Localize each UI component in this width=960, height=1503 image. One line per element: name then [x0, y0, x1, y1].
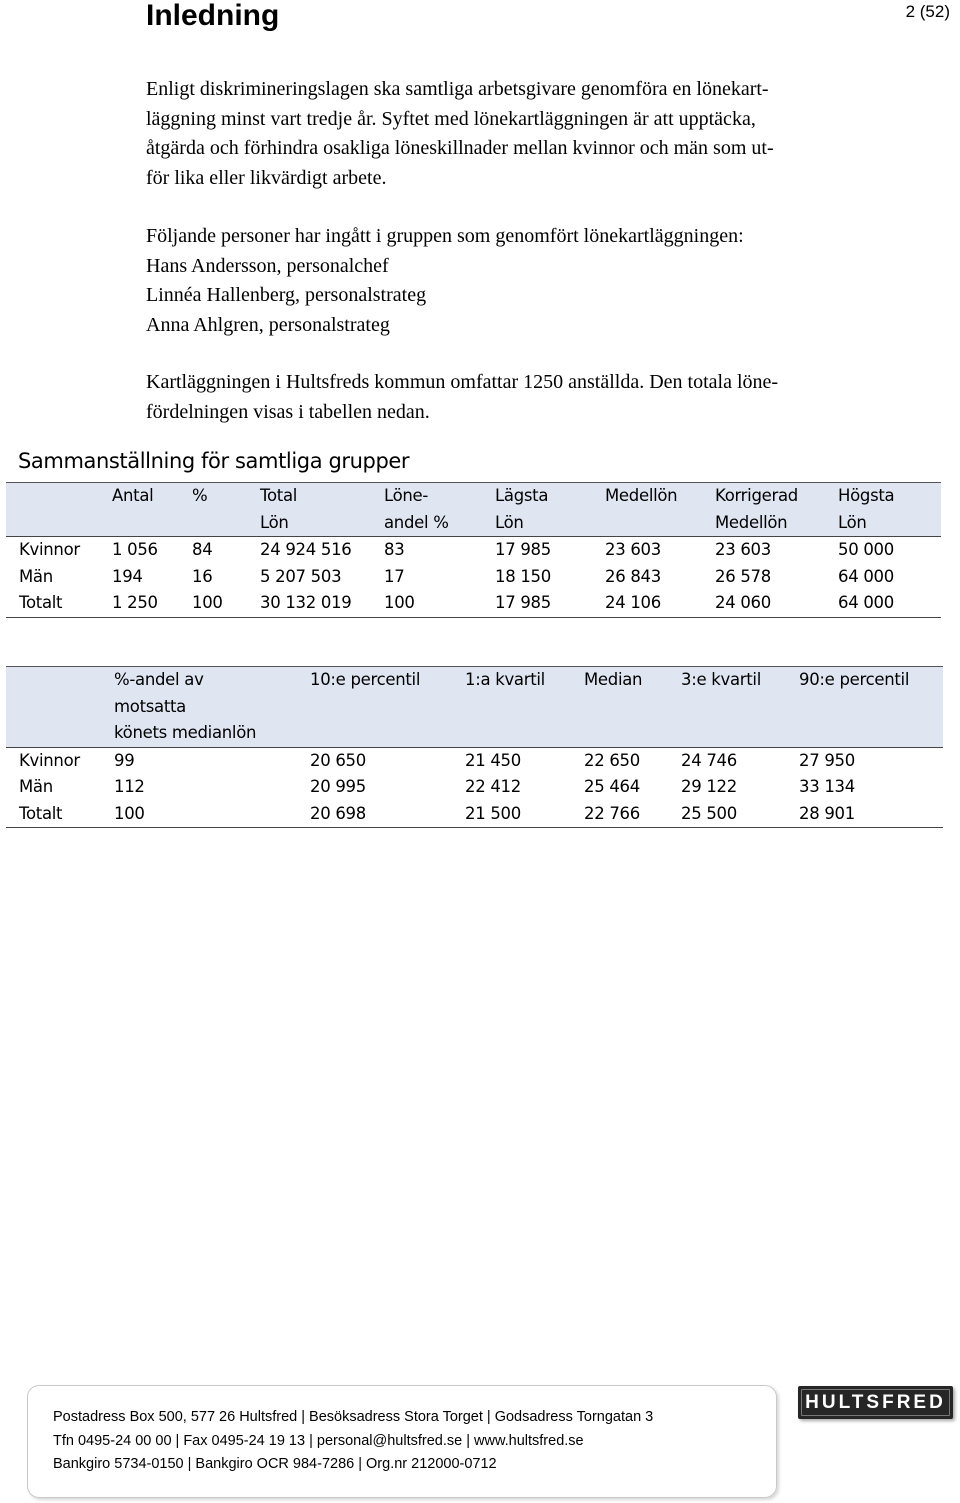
table-cell: 21 500: [454, 801, 573, 828]
table-cell: 17 985: [484, 590, 594, 617]
table-row: [6, 537, 941, 564]
footer-contact: Tfn 0495-24 00 00 | Fax 0495-24 19 13 | personal@hultsfred.se | www.hultsfred.se: [53, 1433, 584, 1449]
row-label: Kvinnor: [19, 540, 80, 559]
table-cell: 29 122: [681, 777, 737, 796]
intro-paragraph: [146, 75, 906, 193]
column-header: 90:e percentil: [788, 667, 943, 748]
table-cell: 22 412: [465, 777, 521, 796]
table-cell: 194: [112, 566, 143, 586]
footer-bank: Bankgiro 5734-0150 | Bankgiro OCR 984-7286 | Org.nr 212000-0712: [53, 1456, 497, 1472]
scope-paragraph: [146, 368, 906, 427]
table-cell: 22 766: [573, 801, 670, 828]
table-cell: 24 060: [704, 590, 827, 617]
table-cell: 1 056: [112, 540, 158, 559]
row-label: Totalt: [6, 590, 101, 617]
table-cell: 25 500: [670, 801, 788, 828]
table-cell: 21 450: [465, 750, 521, 770]
table-cell: 26 578: [715, 566, 771, 586]
column-header: Högsta Lön: [827, 483, 941, 537]
table-cell: 83: [384, 540, 405, 559]
table-cell: 28 901: [788, 801, 943, 828]
group-paragraph: [146, 222, 906, 340]
column-header: Korrigerad Medellön: [704, 483, 827, 537]
table-cell: 26 843: [605, 566, 661, 586]
column-header: %-andel av motsatta könets medianlön: [103, 667, 299, 748]
table-row: [6, 747, 943, 774]
table-cell: 30 132 019: [249, 590, 373, 617]
table-cell: 99: [114, 750, 135, 770]
logo-text: HULTSFRED: [805, 1391, 946, 1413]
column-header: 3:e kvartil: [670, 667, 788, 748]
table-cell: 64 000: [838, 566, 894, 586]
table-cell: 33 134: [799, 777, 855, 796]
page-number: 2 (52): [905, 2, 950, 21]
row-label: Totalt: [6, 801, 103, 828]
table-cell: 100: [103, 801, 299, 828]
table-header-row: [6, 483, 941, 537]
group-line: Följande personer har ingått i gruppen som genomfört lönekartläggningen:: [146, 225, 744, 247]
table-cell: 22 650: [584, 750, 640, 770]
table-cell: 24 746: [681, 750, 737, 770]
table-cell: 16: [192, 566, 213, 586]
table-cell: 17 985: [495, 540, 551, 559]
table-cell: 50 000: [838, 540, 894, 559]
table-cell: 25 464: [584, 777, 640, 796]
table-cell: 18 150: [495, 566, 551, 586]
table-cell: 24 106: [594, 590, 704, 617]
table-cell: 64 000: [827, 590, 941, 617]
table-cell: 5 207 503: [260, 566, 342, 586]
column-header: %: [181, 483, 249, 537]
page-title: Inledning: [146, 0, 280, 32]
table-cell: 20 995: [310, 777, 366, 796]
section-heading: Sammanställning för samtliga grupper: [18, 449, 410, 473]
table-row: [6, 774, 943, 801]
scope-line: fördelningen visas i tabellen nedan.: [146, 400, 430, 423]
group-member: Hans Andersson, personalchef: [146, 254, 389, 277]
intro-line: för lika eller likvärdigt arbete.: [146, 166, 387, 189]
table-row-total: [6, 590, 941, 617]
group-member: Anna Ahlgren, personalstrateg: [146, 313, 390, 336]
column-header: 10:e percentil: [299, 667, 454, 748]
table-cell: 84: [192, 540, 213, 559]
table-cell: 20 650: [310, 750, 366, 770]
footer-contact-box: [27, 1385, 777, 1498]
table-cell: 1 250: [101, 590, 181, 617]
table-cell: 100: [373, 590, 484, 617]
scope-line: Kartläggningen i Hultsfreds kommun omfattar 1250 anställda. Den totala löne-: [146, 371, 779, 393]
table-row: [6, 564, 941, 591]
table-cell: 112: [114, 777, 145, 796]
intro-line: Enligt diskrimineringslagen ska samtliga arbetsgivare genomföra en lönekart-: [146, 78, 769, 100]
corner-cell: [6, 483, 101, 537]
table-cell: 24 924 516: [260, 540, 352, 559]
table-cell: 20 698: [299, 801, 454, 828]
column-header: Lägsta Lön: [484, 483, 594, 537]
footer-address: Postadress Box 500, 577 26 Hultsfred | Besöksadress Stora Torget | Godsadress Torngatan 3: [53, 1409, 654, 1425]
column-header: Median: [573, 667, 670, 748]
corner-cell: [6, 667, 103, 748]
table-header-row: [6, 667, 943, 748]
column-header: Löne- andel %: [373, 483, 484, 537]
column-header: 1:a kvartil: [454, 667, 573, 748]
row-label: Kvinnor: [19, 750, 80, 770]
table-cell: 23 603: [715, 540, 771, 559]
salary-summary-table: [6, 482, 941, 618]
group-member: Linnéa Hallenberg, personalstrateg: [146, 284, 427, 306]
percentile-table: [6, 666, 943, 828]
table-cell: 23 603: [605, 540, 661, 559]
table-cell: 27 950: [799, 750, 855, 770]
column-header: Antal: [101, 483, 181, 537]
table-cell: 17: [384, 566, 405, 586]
column-header: Medellön: [594, 483, 704, 537]
table-cell: 100: [181, 590, 249, 617]
column-header: Total Lön: [249, 483, 373, 537]
intro-line: åtgärda och förhindra osakliga löneskillnader mellan kvinnor och män som ut-: [146, 137, 774, 159]
hultsfred-logo: [798, 1386, 953, 1419]
table-row-total: [6, 801, 943, 828]
row-label: Män: [19, 566, 53, 586]
intro-line: läggning minst vart tredje år. Syftet med lönekartläggningen är att upptäcka,: [146, 107, 756, 130]
row-label: Män: [19, 777, 53, 796]
